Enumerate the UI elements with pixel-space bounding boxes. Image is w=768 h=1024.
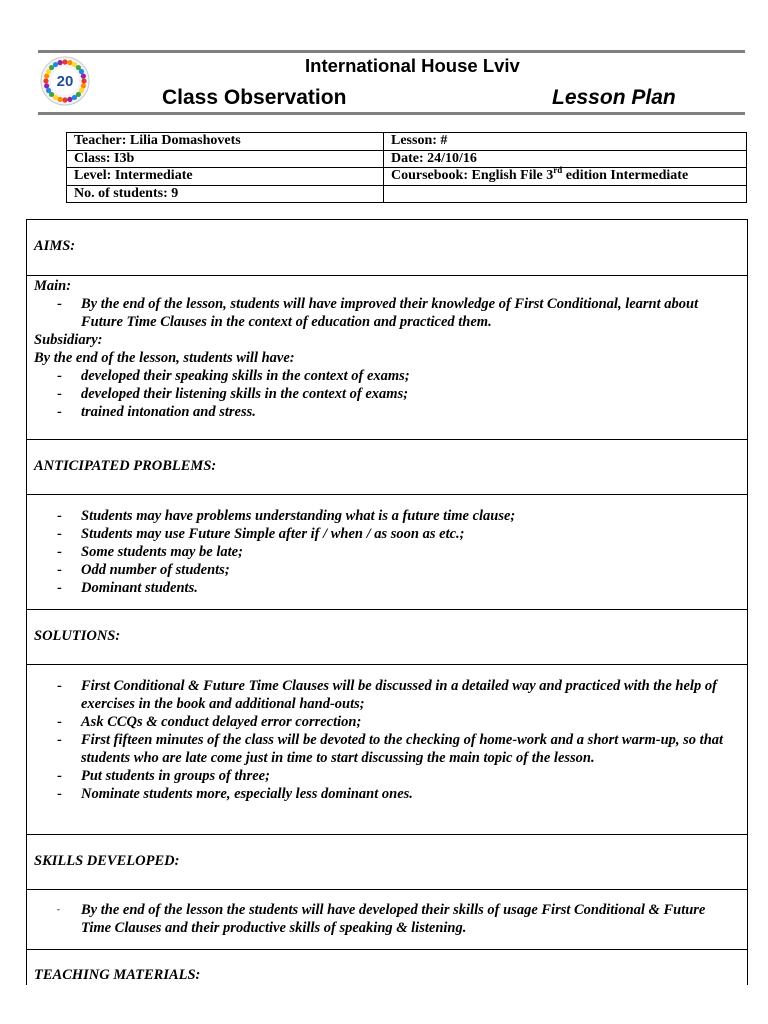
logo-ring-dot [67,97,72,102]
teacher-cell: Teacher: Lilia Domashovets [67,133,384,151]
students-cell: No. of students: 9 [67,185,384,203]
ih-20-years-logo [40,56,90,106]
subsidiary-aim-label: Subsidiary: [34,332,103,348]
lesson-info-table [66,132,747,203]
logo-ring-dot [57,97,62,102]
solutions-header-row [27,610,747,665]
date-cell: Date: 24/10/16 [384,150,747,168]
document-subtitle: Lesson Plan [552,86,676,109]
info-row [67,150,747,168]
list-item: - trained intonation and stress. [34,403,740,421]
logo-ring-dot [62,97,67,102]
problems-heading: ANTICIPATED PROBLEMS: [34,458,217,474]
logo-ring-dot [53,62,58,67]
header-rule-top [38,50,745,53]
list-item: - Ask CCQs & conduct delayed error correction; [34,713,740,731]
solutions-list [34,677,740,803]
logo-ring-dot [44,73,49,78]
list-item: - Some students may be late; [34,543,740,561]
logo-ring-dot [72,95,77,100]
materials-header-row [27,950,747,985]
subsidiary-aims-list [34,367,740,421]
aims-content-row [27,276,747,440]
problems-header-row [27,440,747,495]
main-aims-list [34,295,740,331]
empty-cell [384,185,747,203]
info-row [67,168,747,186]
logo-ring-dot [67,60,72,65]
info-row [67,133,747,151]
header-rule-bottom [38,112,745,115]
logo-ring-dot [62,59,67,64]
list-item: - Nominate students more, especially less dominant ones. [34,785,740,803]
info-row [67,185,747,203]
organization-name: International House Lviv [305,55,520,76]
list-item: - First fifteen minutes of the class will be devoted to the checking of home-work and a short warm-up, so that students who are late come just in time to start discussing the main topic of the lesson. [34,731,740,767]
list-item: - By the end of the lesson the students will have developed their skills of usage First Conditional & Future Time Clauses and their productive skills of speaking & listening. [34,901,740,937]
document-title: Class Observation [162,86,347,109]
list-item: - developed their listening skills in the context of exams; [34,385,740,403]
list-item: - Put students in groups of three; [34,767,740,785]
level-cell: Level: Intermediate [67,168,384,186]
aims-header-row [27,220,747,276]
solutions-content-row [27,665,747,835]
coursebook-cell [384,164,747,186]
skills-heading: SKILLS DEVELOPED: [34,853,180,869]
coursebook-edition: edition Intermediate [562,168,689,184]
list-item: - First Conditional & Future Time Clauses will be discussed in a detailed way and practiced with the help of exercises in the book and additional hand-outs; [34,677,740,713]
logo-ring-dot [44,83,49,88]
list-item: - developed their speaking skills in the context of exams; [34,367,740,385]
lesson-cell: Lesson: # [384,133,747,151]
coursebook-ordinal: rd [553,164,563,175]
logo-ring-dot [46,88,51,93]
skills-content-row [27,890,747,950]
coursebook-text: Coursebook: English File 3 [391,168,554,184]
class-cell: Class: I3b [67,150,384,168]
logo-ring-dot [81,78,86,83]
problems-list [34,507,740,597]
lesson-plan-box [26,219,748,985]
logo-ring-dot [81,73,86,78]
list-item: - Students may have problems understanding what is a future time clause; [34,507,740,525]
list-item: - By the end of the lesson, students will have improved their knowledge of First Conditional, learnt about Future Time Clauses in the context of education and practiced them. [34,295,740,331]
problems-content-row [27,495,747,610]
solutions-heading: SOLUTIONS: [34,628,121,644]
logo-ring-dot [43,78,48,83]
skills-header-row [27,835,747,890]
list-item: - Students may use Future Simple after if / when / as soon as etc.; [34,525,740,543]
logo-ring-dot [81,83,86,88]
logo-ring-dot [79,69,84,74]
aims-heading: AIMS: [34,238,76,254]
skills-list [34,901,740,937]
list-item: - Odd number of students; [34,561,740,579]
materials-heading: TEACHING MATERIALS: [34,967,201,983]
main-aim-label: Main: [34,278,72,294]
list-item: - Dominant students. [34,579,740,597]
subsidiary-intro: By the end of the lesson, students will have: [34,350,295,366]
logo-number: 20 [56,73,74,90]
logo-ring-dot [57,60,62,65]
